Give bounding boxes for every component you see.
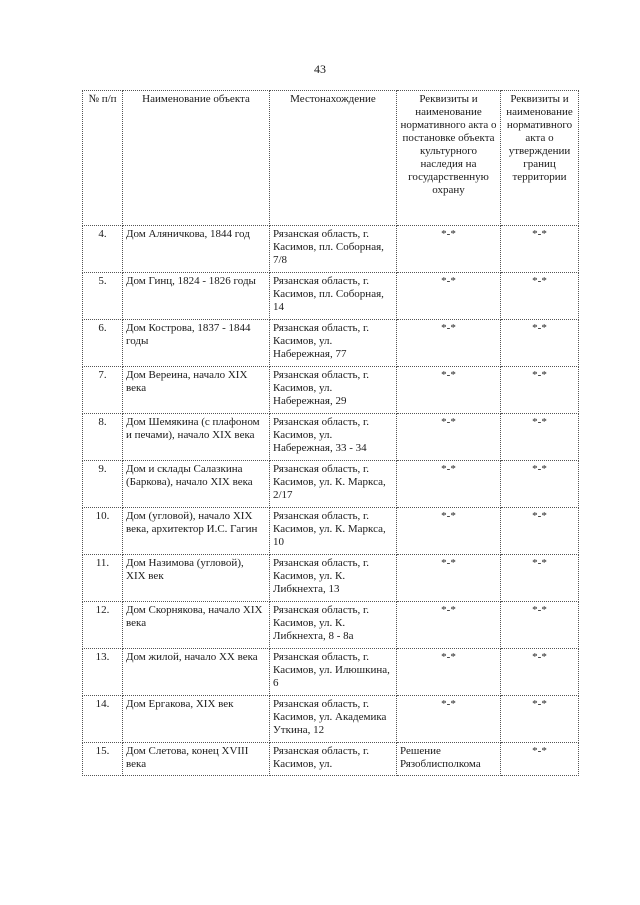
protection-act: *-* xyxy=(397,602,501,649)
row-number: 13. xyxy=(83,649,123,696)
object-name: Дом Гинц, 1824 - 1826 годы xyxy=(123,273,270,320)
table-row xyxy=(83,743,579,776)
protection-act: *-* xyxy=(397,555,501,602)
protection-act: Решение Рязоблисполкома xyxy=(397,743,501,776)
table-row xyxy=(83,414,579,461)
row-number: 14. xyxy=(83,696,123,743)
row-number: 5. xyxy=(83,273,123,320)
protection-act: *-* xyxy=(397,226,501,273)
row-number: 15. xyxy=(83,743,123,776)
borders-act: *-* xyxy=(501,320,579,367)
object-name: Дом Шемякина (с плафоном и печами), начало XIX века xyxy=(123,414,270,461)
table-header-row xyxy=(83,91,579,226)
row-number: 12. xyxy=(83,602,123,649)
object-name: Дом жилой, начало XX века xyxy=(123,649,270,696)
table-row xyxy=(83,461,579,508)
borders-act: *-* xyxy=(501,461,579,508)
protection-act: *-* xyxy=(397,414,501,461)
object-location: Рязанская область, г. Касимов, пл. Соборная, 14 xyxy=(270,273,397,320)
borders-act: *-* xyxy=(501,743,579,776)
header-object-name: Наименование объекта xyxy=(123,91,270,226)
row-number: 10. xyxy=(83,508,123,555)
borders-act: *-* xyxy=(501,696,579,743)
borders-act: *-* xyxy=(501,508,579,555)
borders-act: *-* xyxy=(501,226,579,273)
row-number: 11. xyxy=(83,555,123,602)
row-number: 8. xyxy=(83,414,123,461)
protection-act: *-* xyxy=(397,696,501,743)
table-row xyxy=(83,649,579,696)
table-row xyxy=(83,273,579,320)
object-location: Рязанская область, г. Касимов, ул. Набережная, 77 xyxy=(270,320,397,367)
object-location: Рязанская область, г. Касимов, ул. К. Либкнехта, 8 - 8а xyxy=(270,602,397,649)
object-name: Дом Вереина, начало XIX века xyxy=(123,367,270,414)
table-row xyxy=(83,226,579,273)
borders-act: *-* xyxy=(501,602,579,649)
protection-act: *-* xyxy=(397,508,501,555)
row-number: 6. xyxy=(83,320,123,367)
object-location: Рязанская область, г. Касимов, ул. Академика Уткина, 12 xyxy=(270,696,397,743)
object-name: Дом Скорнякова, начало XIX века xyxy=(123,602,270,649)
object-name: Дом Назимова (угловой), XIX век xyxy=(123,555,270,602)
object-name: Дом и склады Салазкина (Баркова), начало XIX века xyxy=(123,461,270,508)
heritage-objects-table xyxy=(82,90,579,776)
header-number: № п/п xyxy=(83,91,123,226)
row-number: 4. xyxy=(83,226,123,273)
object-location: Рязанская область, г. Касимов, пл. Соборная, 7/8 xyxy=(270,226,397,273)
protection-act: *-* xyxy=(397,649,501,696)
header-borders-act: Реквизиты и наименование нормативного акта о утверждении границ территории xyxy=(501,91,579,226)
object-name: Дом Ергакова, XIX век xyxy=(123,696,270,743)
borders-act: *-* xyxy=(501,273,579,320)
object-location: Рязанская область, г. Касимов, ул. Набережная, 33 - 34 xyxy=(270,414,397,461)
table-row xyxy=(83,602,579,649)
object-location: Рязанская область, г. Касимов, ул. К. Маркса, 2/17 xyxy=(270,461,397,508)
borders-act: *-* xyxy=(501,649,579,696)
protection-act: *-* xyxy=(397,320,501,367)
protection-act: *-* xyxy=(397,461,501,508)
table-row xyxy=(83,696,579,743)
object-name: Дом (угловой), начало XIX века, архитектор И.С. Гагин xyxy=(123,508,270,555)
borders-act: *-* xyxy=(501,414,579,461)
protection-act: *-* xyxy=(397,367,501,414)
table-row xyxy=(83,320,579,367)
borders-act: *-* xyxy=(501,367,579,414)
object-location: Рязанская область, г. Касимов, ул. xyxy=(270,743,397,776)
object-location: Рязанская область, г. Касимов, ул. К. Маркса, 10 xyxy=(270,508,397,555)
page-number: 43 xyxy=(314,62,326,76)
object-location: Рязанская область, г. Касимов, ул. Набережная, 29 xyxy=(270,367,397,414)
header-location: Местонахождение xyxy=(270,91,397,226)
table-row xyxy=(83,508,579,555)
object-location: Рязанская область, г. Касимов, ул. К. Либкнехта, 13 xyxy=(270,555,397,602)
table-row xyxy=(83,555,579,602)
row-number: 7. xyxy=(83,367,123,414)
object-name: Дом Слетова, конец XVIII века xyxy=(123,743,270,776)
header-protection-act: Реквизиты и наименование нормативного акта о постановке объекта культурного наследия на государственную охрану xyxy=(397,91,501,226)
table-row xyxy=(83,367,579,414)
borders-act: *-* xyxy=(501,555,579,602)
object-name: Дом Кострова, 1837 - 1844 годы xyxy=(123,320,270,367)
row-number: 9. xyxy=(83,461,123,508)
object-name: Дом Аляничкова, 1844 год xyxy=(123,226,270,273)
protection-act: *-* xyxy=(397,273,501,320)
object-location: Рязанская область, г. Касимов, ул. Илюшкина, 6 xyxy=(270,649,397,696)
